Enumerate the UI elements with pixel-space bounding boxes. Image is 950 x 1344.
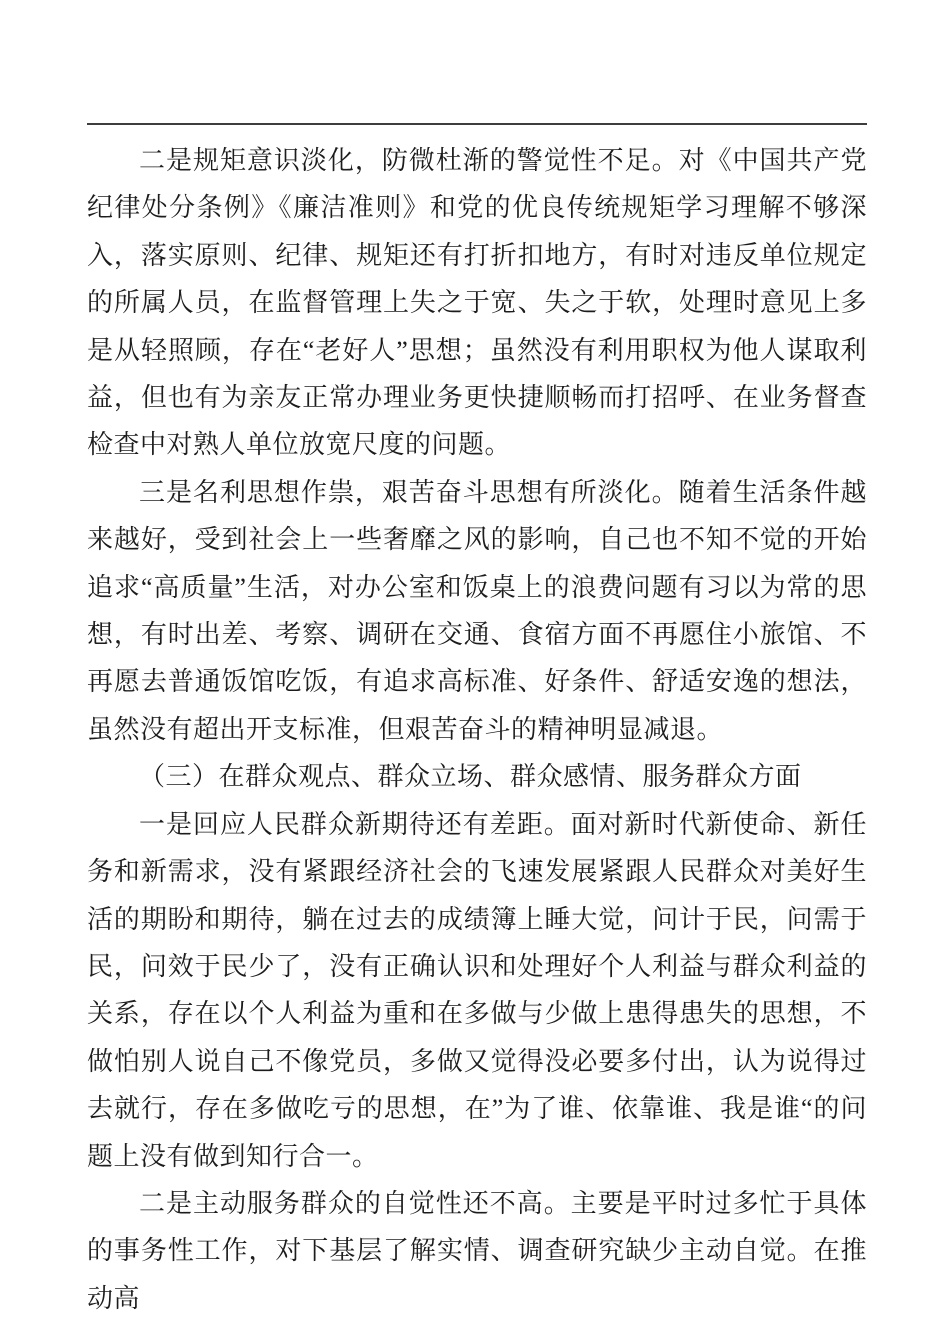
section-heading: （三）在群众观点、群众立场、群众感情、服务群众方面 <box>139 762 802 792</box>
paragraph: 三是名利思想作祟，艰苦奋斗思想有所淡化。随着生活条件越来越好，受到社会上一些奢靡之风的影响，自己也不知不觉的开始追求“高质量”生活，对办公室和饭桌上的浪费问题有习以为常的思想，有时出差、考察、调研在交通、食宿方面不再愿住小旅馆、不再愿去普通饭馆吃饭，有追求高标准、好条件、舒适安逸的想法，虽然没有超出开支标准，但艰苦奋斗的精神明显减退。 <box>87 477 867 744</box>
page-header-rule <box>87 123 867 125</box>
document-body <box>87 137 867 1322</box>
paragraph: 二是规矩意识淡化，防微杜渐的警觉性不足。对《中国共产党纪律处分条例》《廉洁准则》和党的优良传统规矩学习理解不够深入，落实原则、纪律、规矩还有打折扣地方，有时对违反单位规定的所属人员，在监督管理上失之于宽、失之于软，处理时意见上多是从轻照顾，存在“老好人”思想；虽然没有利用职权为他人谋取利益，但也有为亲友正常办理业务更快捷顺畅而打招呼、在业务督查检查中对熟人单位放宽尺度的问题。 <box>87 146 867 460</box>
paragraph: 一是回应人民群众新期待还有差距。面对新时代新使命、新任务和新需求，没有紧跟经济社会的飞速发展紧跟人民群众对美好生活的期盼和期待，躺在过去的成绩簿上睡大觉，问计于民，问需于民，问效于民少了，没有正确认识和处理好个人利益与群众利益的关系，存在以个人利益为重和在多做与少做上患得患失的思想，不做怕别人说自己不像党员，多做又觉得没必要多付出，认为说得过去就行，存在多做吃亏的思想，在”为了谁、依靠谁、我是谁“的问题上没有做到知行合一。 <box>87 809 867 1171</box>
paragraph: 二是主动服务群众的自觉性还不高。主要是平时过多忙于具体的事务性工作，对下基层了解实情、调查研究缺少主动自觉。在推动高 <box>87 1188 867 1313</box>
